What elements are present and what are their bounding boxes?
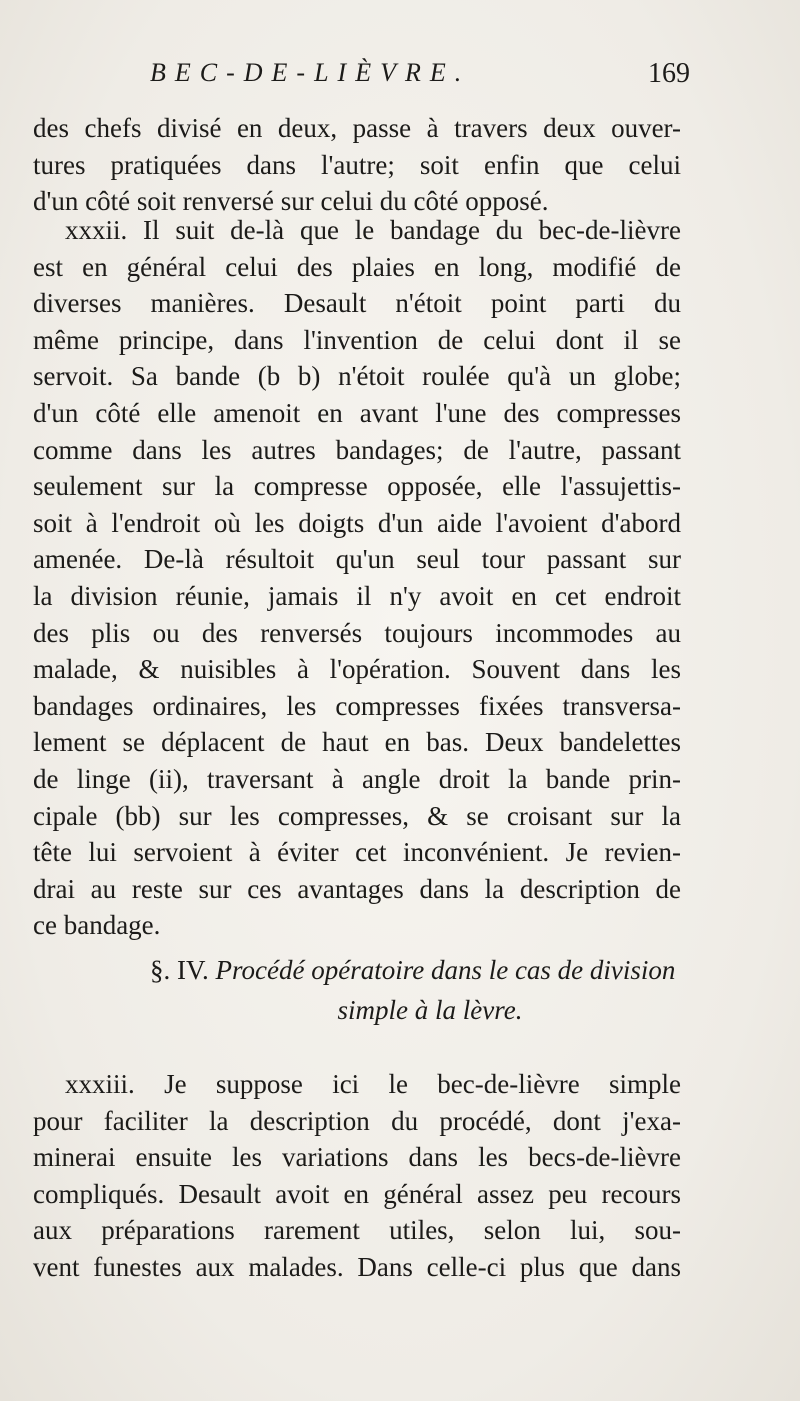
text-line: seulement sur la compresse opposée, elle l'assujettis- (33, 471, 681, 502)
text-line: tures pratiquées dans l'autre; soit enfin que celui (33, 149, 681, 180)
text-line: vent funestes aux malades. Dans celle-ci plus que dans (33, 1251, 681, 1282)
text-line: drai au reste sur ces avantages dans la description de (33, 873, 681, 904)
text-line: des chefs divisé en deux, passe à travers deux ouver- (33, 113, 681, 143)
text-line: malade, & nuisibles à l'opération. Souvent dans les (33, 654, 681, 685)
text-line: xxxiii. Je suppose ici le bec-de-lièvre simple (65, 1069, 681, 1099)
text-line: d'un côté soit renversé sur celui du côté opposé. (33, 186, 549, 217)
section-title-line-2: simple à la lèvre. (337, 995, 523, 1025)
paragraph-1 (33, 110, 681, 220)
text-line: minerai ensuite les variations dans les becs-de-lièvre (33, 1142, 681, 1173)
text-line: compliqués. Desault avoit en général assez peu recours (33, 1178, 681, 1209)
text-line: la division réunie, jamais il n'y avoit en cet endroit (33, 580, 681, 611)
text-line: des plis ou des renversés toujours incommodes au (33, 617, 681, 648)
text-line: pour faciliter la description du procédé, dont j'exa- (33, 1105, 681, 1136)
running-title: BEC-DE-LIÈVRE. (150, 58, 471, 87)
text-line: lement se déplacent de haut en bas. Deux bandelettes (33, 727, 681, 758)
running-head (150, 58, 690, 98)
text-line: xxxii. Il suit de-là que le bandage du bec-de-lièvre (65, 215, 681, 245)
text-line: même principe, dans l'invention de celui dont il se (33, 324, 681, 355)
text-line: diverses manières. Desault n'étoit point parti du (33, 288, 681, 319)
section-title-line-1: Procédé opératoire dans le cas de division (215, 955, 676, 985)
text-line: amenée. De-là résultoit qu'un seul tour passant sur (33, 544, 681, 575)
text-line: tête lui servoient à éviter cet inconvénient. Je revien- (33, 837, 681, 868)
text-line: servoit. Sa bande (b b) n'étoit roulée qu'à un globe; (33, 361, 681, 392)
text-line: comme dans les autres bandages; de l'autre, passant (33, 434, 681, 465)
text-line: d'un côté elle amenoit en avant l'une des compresses (33, 397, 681, 428)
paragraph-2 (33, 212, 681, 944)
section-number: §. IV. (150, 955, 209, 985)
section-heading-line-1 (150, 950, 690, 990)
page-number: 169 (648, 58, 690, 89)
text-line: est en général celui des plaies en long, modifié de (33, 251, 681, 282)
text-line: de linge (ii), traversant à angle droit la bande prin- (33, 763, 681, 794)
text-line: cipale (bb) sur les compresses, & se croisant sur la (33, 800, 681, 831)
text-line: bandages ordinaires, les compresses fixées transversa- (33, 690, 681, 721)
text-line: ce bandage. (33, 910, 161, 941)
paragraph-3 (33, 1066, 681, 1286)
text-line: soit à l'endroit où les doigts d'un aide l'avoient d'abord (33, 507, 681, 538)
section-heading (150, 950, 690, 1030)
text-line: aux préparations rarement utiles, selon lui, sou- (33, 1215, 681, 1246)
